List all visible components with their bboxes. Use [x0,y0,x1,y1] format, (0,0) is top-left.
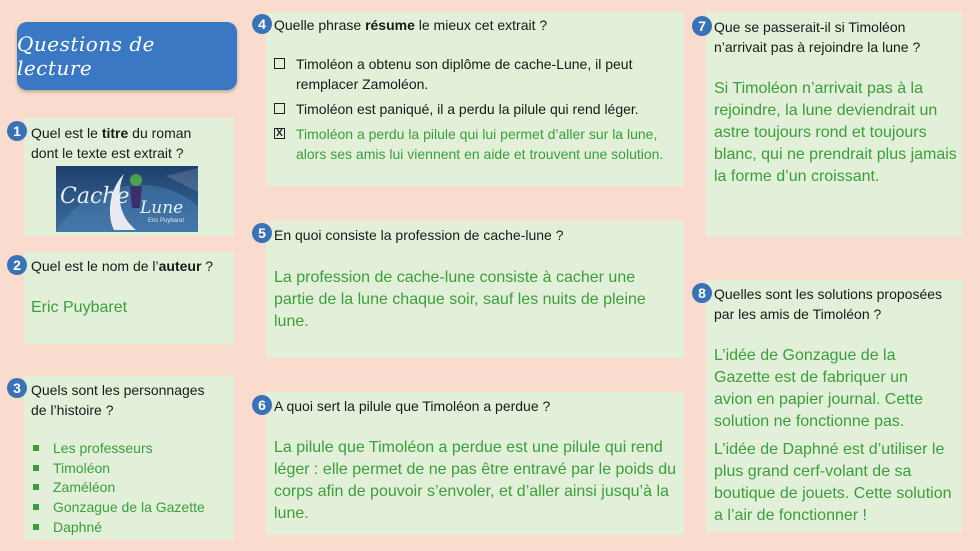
question-4-text-bold: résume [365,17,415,33]
question-7-number: 7 [692,16,712,36]
question-1-text-bold: titre [101,125,129,141]
book-cover-image [56,166,198,232]
question-1-text-a: Quel est le [31,125,102,141]
question-8-text: Quelles sont les solutions proposées par les amis de Timoléon ? [714,286,943,322]
list-item: Zaméléon [31,478,205,498]
option-1-text: Timoléon a obtenu son diplôme de cache-Lune, il peut remplacer Zamoléon. [296,56,633,92]
question-8-answer-2: L’idée de Daphné est d’utiliser le plus grand cerf-volant de sa boutique de jouets. Cette solution a l’air de fonctionner ! [714,441,952,524]
question-7-answer: Si Timoléon n’arrivait pas à la rejoindre, la lune deviendrait un astre toujours rond et toujours blanc, qui ne prendrait plus jamais la forme d’un croissant. [714,80,957,185]
option-3-checkbox[interactable]: X [274,128,285,139]
option-1[interactable] [274,54,674,94]
question-2-number: 2 [7,255,27,275]
question-3-number: 3 [7,378,27,398]
list-item: Timoléon [31,459,205,479]
question-8-number: 8 [692,283,712,303]
question-2-text-b: ? [201,258,214,274]
question-6-number: 6 [252,395,272,415]
question-4-text-a: Quelle phrase [274,17,366,33]
question-1-text-b: du roman dont le texte est extrait ? [31,125,192,161]
cover-title-line1: Cache [60,184,130,209]
question-4-text-b: le mieux cet extrait ? [414,17,548,33]
question-4-number: 4 [252,14,272,34]
cover-title-line2: Lune [140,198,184,218]
characters-list [31,439,205,538]
question-4-text [274,15,674,35]
question-5-number: 5 [252,223,272,243]
question-6-answer: La pilule que Timoléon a perdue est une pilule qui rend léger : elle permet de ne pas être entravé par le poids du corps afin de pouvoir s’envoler, et d’aller ainsi jusqu’à la lune. [274,439,677,522]
question-7-text: Que se passerait-il si Timoléon n’arrivait pas à rejoindre la lune ? [714,19,921,55]
question-1-text [31,123,221,163]
option-2[interactable] [274,99,674,119]
cover-author: Eric Puybaret [148,218,185,224]
option-3-text: Timoléon a perdu la pilule qui lui permet d’aller sur la lune, alors ses amis lui viennent en aide et trouvent une solution. [296,126,664,162]
option-3[interactable] [274,124,674,164]
page-title [17,22,237,90]
question-2-text-bold: auteur [158,258,202,274]
question-2-text-a: Quel est le nom de l’ [31,258,159,274]
list-item: Gonzague de la Gazette [31,498,205,518]
option-1-checkbox[interactable] [274,58,285,69]
question-6-text: A quoi sert la pilule que Timoléon a perdue ? [274,398,551,414]
question-2-text [31,256,231,276]
question-2-answer: Eric Puybaret [31,299,128,316]
question-5-answer: La profession de cache-lune consiste à cacher une partie de la lune chaque soir, sauf les nuits de pleine lune. [274,269,646,330]
list-item: Daphné [31,518,205,538]
question-5-text: En quoi consiste la profession de cache-lune ? [274,227,564,243]
option-2-text: Timoléon est paniqué, il a perdu la pilule qui rend léger. [296,101,639,117]
option-2-checkbox[interactable] [274,103,285,114]
question-1-number: 1 [7,121,27,141]
question-8-answer-1: L’idée de Gonzague de la Gazette est de fabriquer un avion en papier journal. Cette solution ne fonctionne pas. [714,347,924,430]
page-title-text: Questions de lecture [17,32,155,80]
question-3-text: Quels sont les personnages de l’histoire ? [31,382,205,418]
list-item: Les professeurs [31,439,205,459]
